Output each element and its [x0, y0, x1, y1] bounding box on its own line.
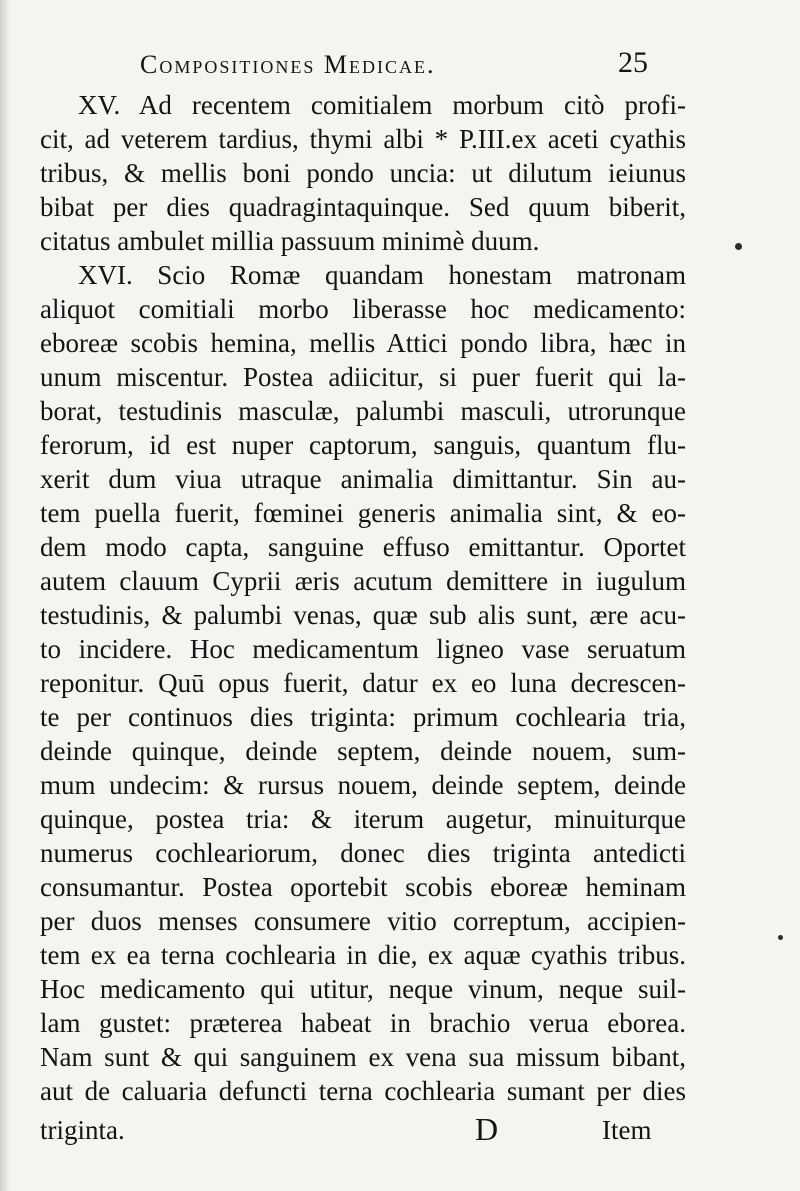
text-line: te per continuos dies triginta: primum cochlearia tria,: [40, 702, 686, 732]
text-line: deinde quinque, deinde septem, deinde nouem, sum-: [40, 736, 686, 766]
final-text-line: triginta.: [40, 1115, 125, 1145]
page-number: 25: [618, 46, 648, 79]
text-line: borat, testudinis masculæ, palumbi masculi, utrorunque: [40, 396, 686, 426]
text-line: xerit dum viua utraque animalia dimittantur. Sin au-: [40, 464, 686, 494]
text-line: tem puella fuerit, fœminei generis animalia sint, & eo-: [40, 498, 686, 528]
catchword: Item: [602, 1115, 652, 1145]
body-text: [40, 88, 686, 1108]
text-line: to incidere. Hoc medicamentum ligneo vase seruatum: [40, 634, 686, 664]
text-line: citatus ambulet millia passuum minimè duum.: [40, 226, 540, 256]
text-line: testudinis, & palumbi venas, quæ sub alis sunt, ære acu-: [40, 600, 686, 630]
page-footer: [40, 1111, 686, 1155]
text-line: quinque, postea tria: & iterum augetur, minuiturque: [40, 804, 686, 834]
text-line: XVI. Scio Romæ quandam honestam matronam: [78, 260, 686, 290]
text-line: reponitur. Quū opus fuerit, datur ex eo luna decrescen-: [40, 668, 686, 698]
signature-mark: D: [475, 1111, 499, 1147]
text-line: per duos menses consumere vitio correptum, accipien-: [40, 906, 686, 936]
text-line: XV. Ad recentem comitialem morbum citò profi-: [78, 90, 686, 120]
ink-spot: [778, 935, 783, 940]
text-line: dem modo capta, sanguine effuso emittantur. Oportet: [40, 532, 686, 562]
text-line: bibat per dies quadragintaquinque. Sed quum biberit,: [40, 192, 686, 222]
text-line: tribus, & mellis boni pondo uncia: ut dilutum ieiunus: [40, 158, 686, 188]
text-line: Hoc medicamento qui utitur, neque vinum, neque suil-: [40, 974, 686, 1004]
running-title: Compositiones Medicae.: [140, 50, 436, 79]
page-header: [140, 46, 660, 90]
text-line: aliquot comitiali morbo liberasse hoc medicamento:: [40, 294, 686, 324]
text-line: numerus cochleariorum, donec dies triginta antedicti: [40, 838, 686, 868]
text-line: consumantur. Postea oportebit scobis eboreæ heminam: [40, 872, 686, 902]
text-line: Nam sunt & qui sanguinem ex vena sua missum bibant,: [40, 1042, 686, 1072]
text-line: eboreæ scobis hemina, mellis Attici pondo libra, hæc in: [40, 328, 686, 358]
text-line: cit, ad veterem tardius, thymi albi * P.III.ex aceti cyathis: [40, 124, 686, 154]
text-line: ferorum, id est nuper captorum, sanguis, quantum flu-: [40, 430, 686, 460]
text-line: lam gustet: præterea habeat in brachio verua eborea.: [40, 1008, 686, 1038]
ink-spot: [735, 243, 742, 250]
text-line: autem clauum Cyprii æris acutum demittere in iugulum: [40, 566, 686, 596]
text-line: aut de caluaria defuncti terna cochlearia sumant per dies: [40, 1076, 686, 1106]
text-line: mum undecim: & rursus nouem, deinde septem, deinde: [40, 770, 686, 800]
text-line: tem ex ea terna cochlearia in die, ex aquæ cyathis tribus.: [40, 940, 686, 970]
text-line: unum miscentur. Postea adiicitur, si puer fuerit qui la-: [40, 362, 686, 392]
page-edge-shadow: [0, 0, 10, 1191]
